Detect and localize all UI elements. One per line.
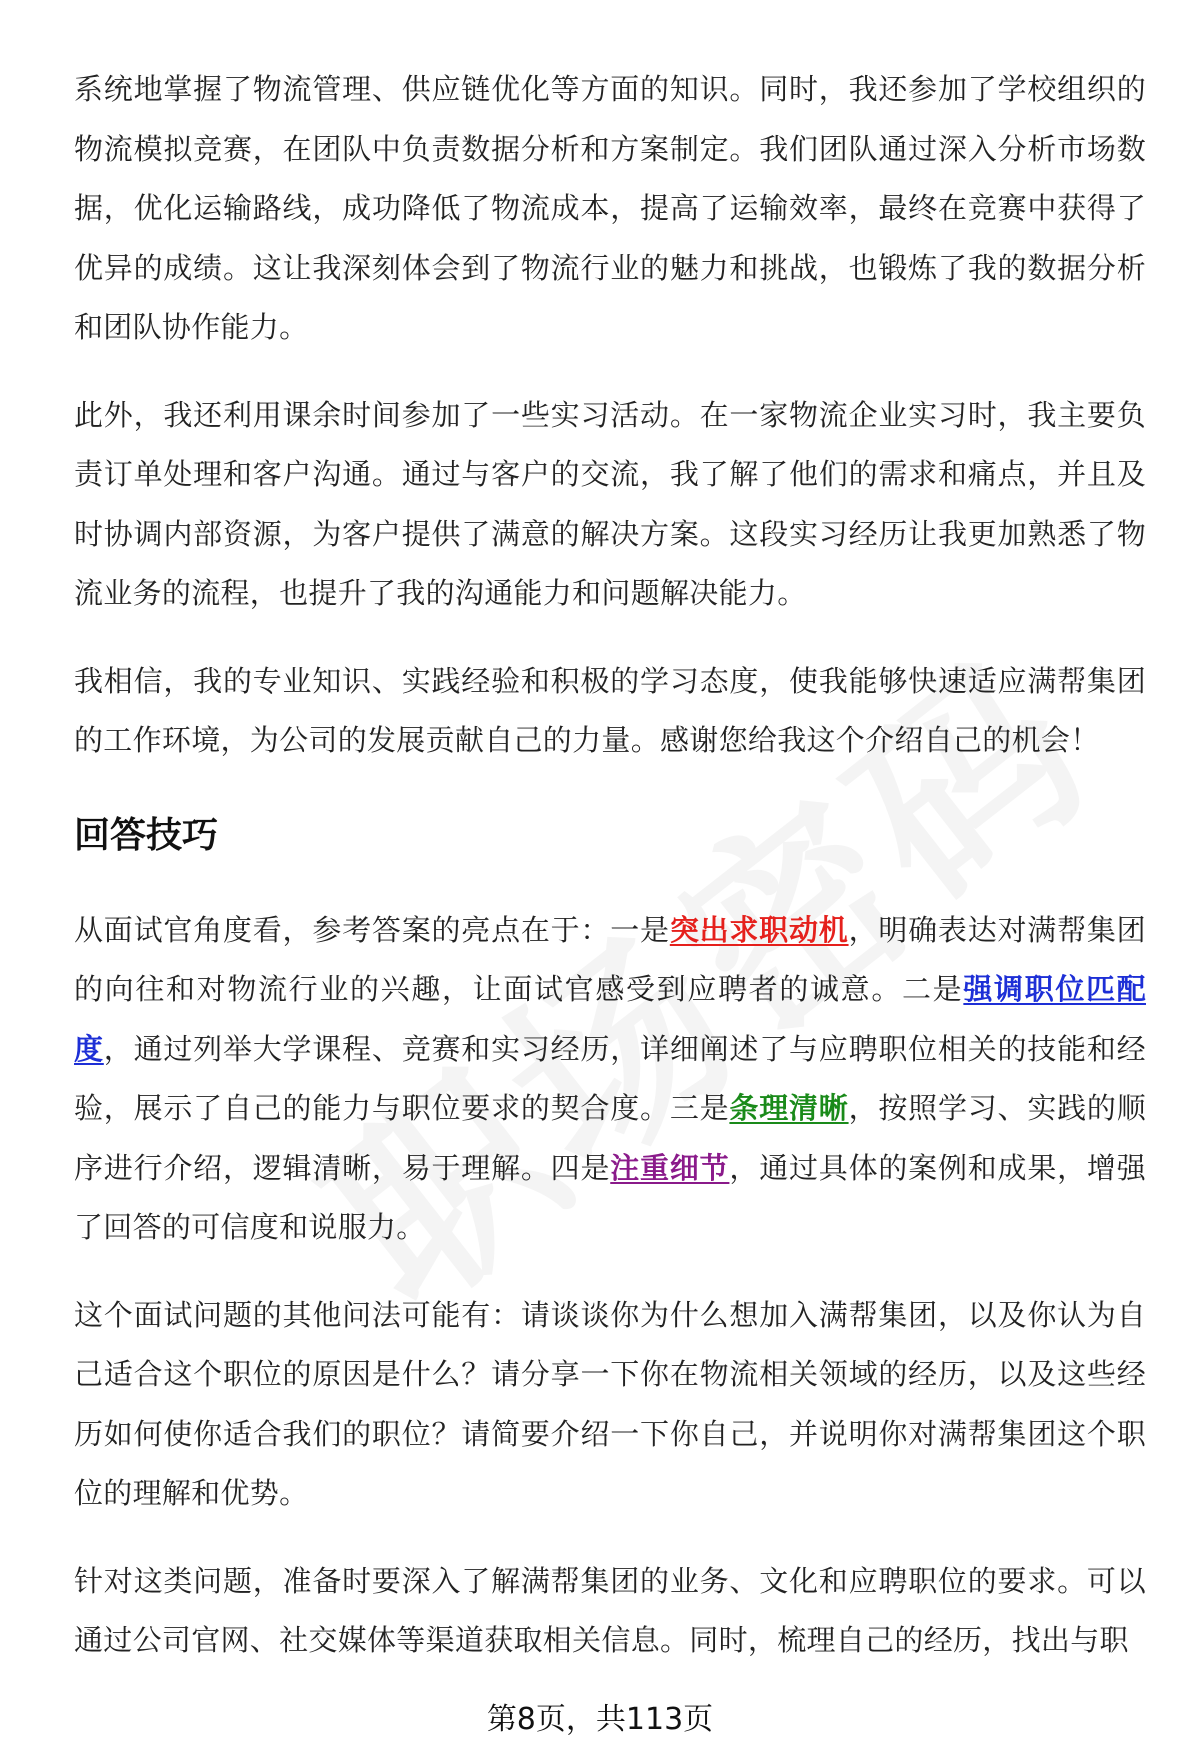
tips-text-4: ，按照学习、实践的顺序进行介绍，逻辑清晰，易于理解。四是	[74, 1091, 1146, 1185]
paragraph-internship: 此外，我还利用课余时间参加了一些实习活动。在一家物流企业实习时，我主要负责订单处理和客户沟通。通过与客户的交流，我了解了他们的需求和痛点，并且及时协调内部资源，为客户提供了满意的解决方案。这段实习经历让我更加熟悉了物流业务的流程，也提升了我的沟通能力和问题解决能力。	[74, 397, 1146, 610]
highlight-details: 注重细节	[610, 1150, 730, 1185]
tips-text-1: 从面试官角度看，参考答案的亮点在于：一是	[74, 912, 670, 947]
tips-text-3: ，通过列举大学课程、竞赛和实习经历，详细阐述了与应聘职位相关的技能和经验，展示了自己的能力与职位要求的契合度。三是	[74, 1031, 1146, 1125]
paragraph-alternative-questions: 这个面试问题的其他问法可能有：请谈谈你为什么想加入满帮集团，以及你认为自己适合这个职位的原因是什么？请分享一下你在物流相关领域的经历，以及这些经历如何使你适合我们的职位？请简要介绍一下你自己，并说明你对满帮集团这个职位的理解和优势。	[74, 1297, 1146, 1510]
paragraph-preparation: 针对这类问题，准备时要深入了解满帮集团的业务、文化和应聘职位的要求。可以通过公司官网、社交媒体等渠道获取相关信息。同时，梳理自己的经历，找出与职	[74, 1563, 1146, 1657]
paragraph-competition: 系统地掌握了物流管理、供应链优化等方面的知识。同时，我还参加了学校组织的物流模拟竞赛，在团队中负责数据分析和方案制定。我们团队通过深入分析市场数据，优化运输路线，成功降低了物流成本，提高了运输效率，最终在竞赛中获得了优异的成绩。这让我深刻体会到了物流行业的魅力和挑战，也锻炼了我的数据分析和团队协作能力。	[74, 72, 1146, 344]
highlight-job-match: 强调职位匹配度	[74, 972, 1146, 1066]
highlight-motivation: 突出求职动机	[669, 912, 849, 947]
section-heading: 回答技巧	[74, 814, 219, 856]
document-body	[74, 60, 1146, 1699]
tips-text-2: ，明确表达对满帮集团的向往和对物流行业的兴趣，让面试官感受到应聘者的诚意。二是	[74, 912, 1146, 1006]
highlight-clear-structure: 条理清晰	[729, 1091, 849, 1125]
page-footer: 第8页，共113页	[486, 1702, 714, 1737]
paragraph-tips	[74, 901, 1146, 1258]
paragraph-closing: 我相信，我的专业知识、实践经验和积极的学习态度，使我能够快速适应满帮集团的工作环境，为公司的发展贡献自己的力量。感谢您给我这个介绍自己的机会！	[74, 663, 1146, 757]
tips-text-5: ，通过具体的案例和成果，增强了回答的可信度和说服力。	[74, 1150, 1147, 1244]
